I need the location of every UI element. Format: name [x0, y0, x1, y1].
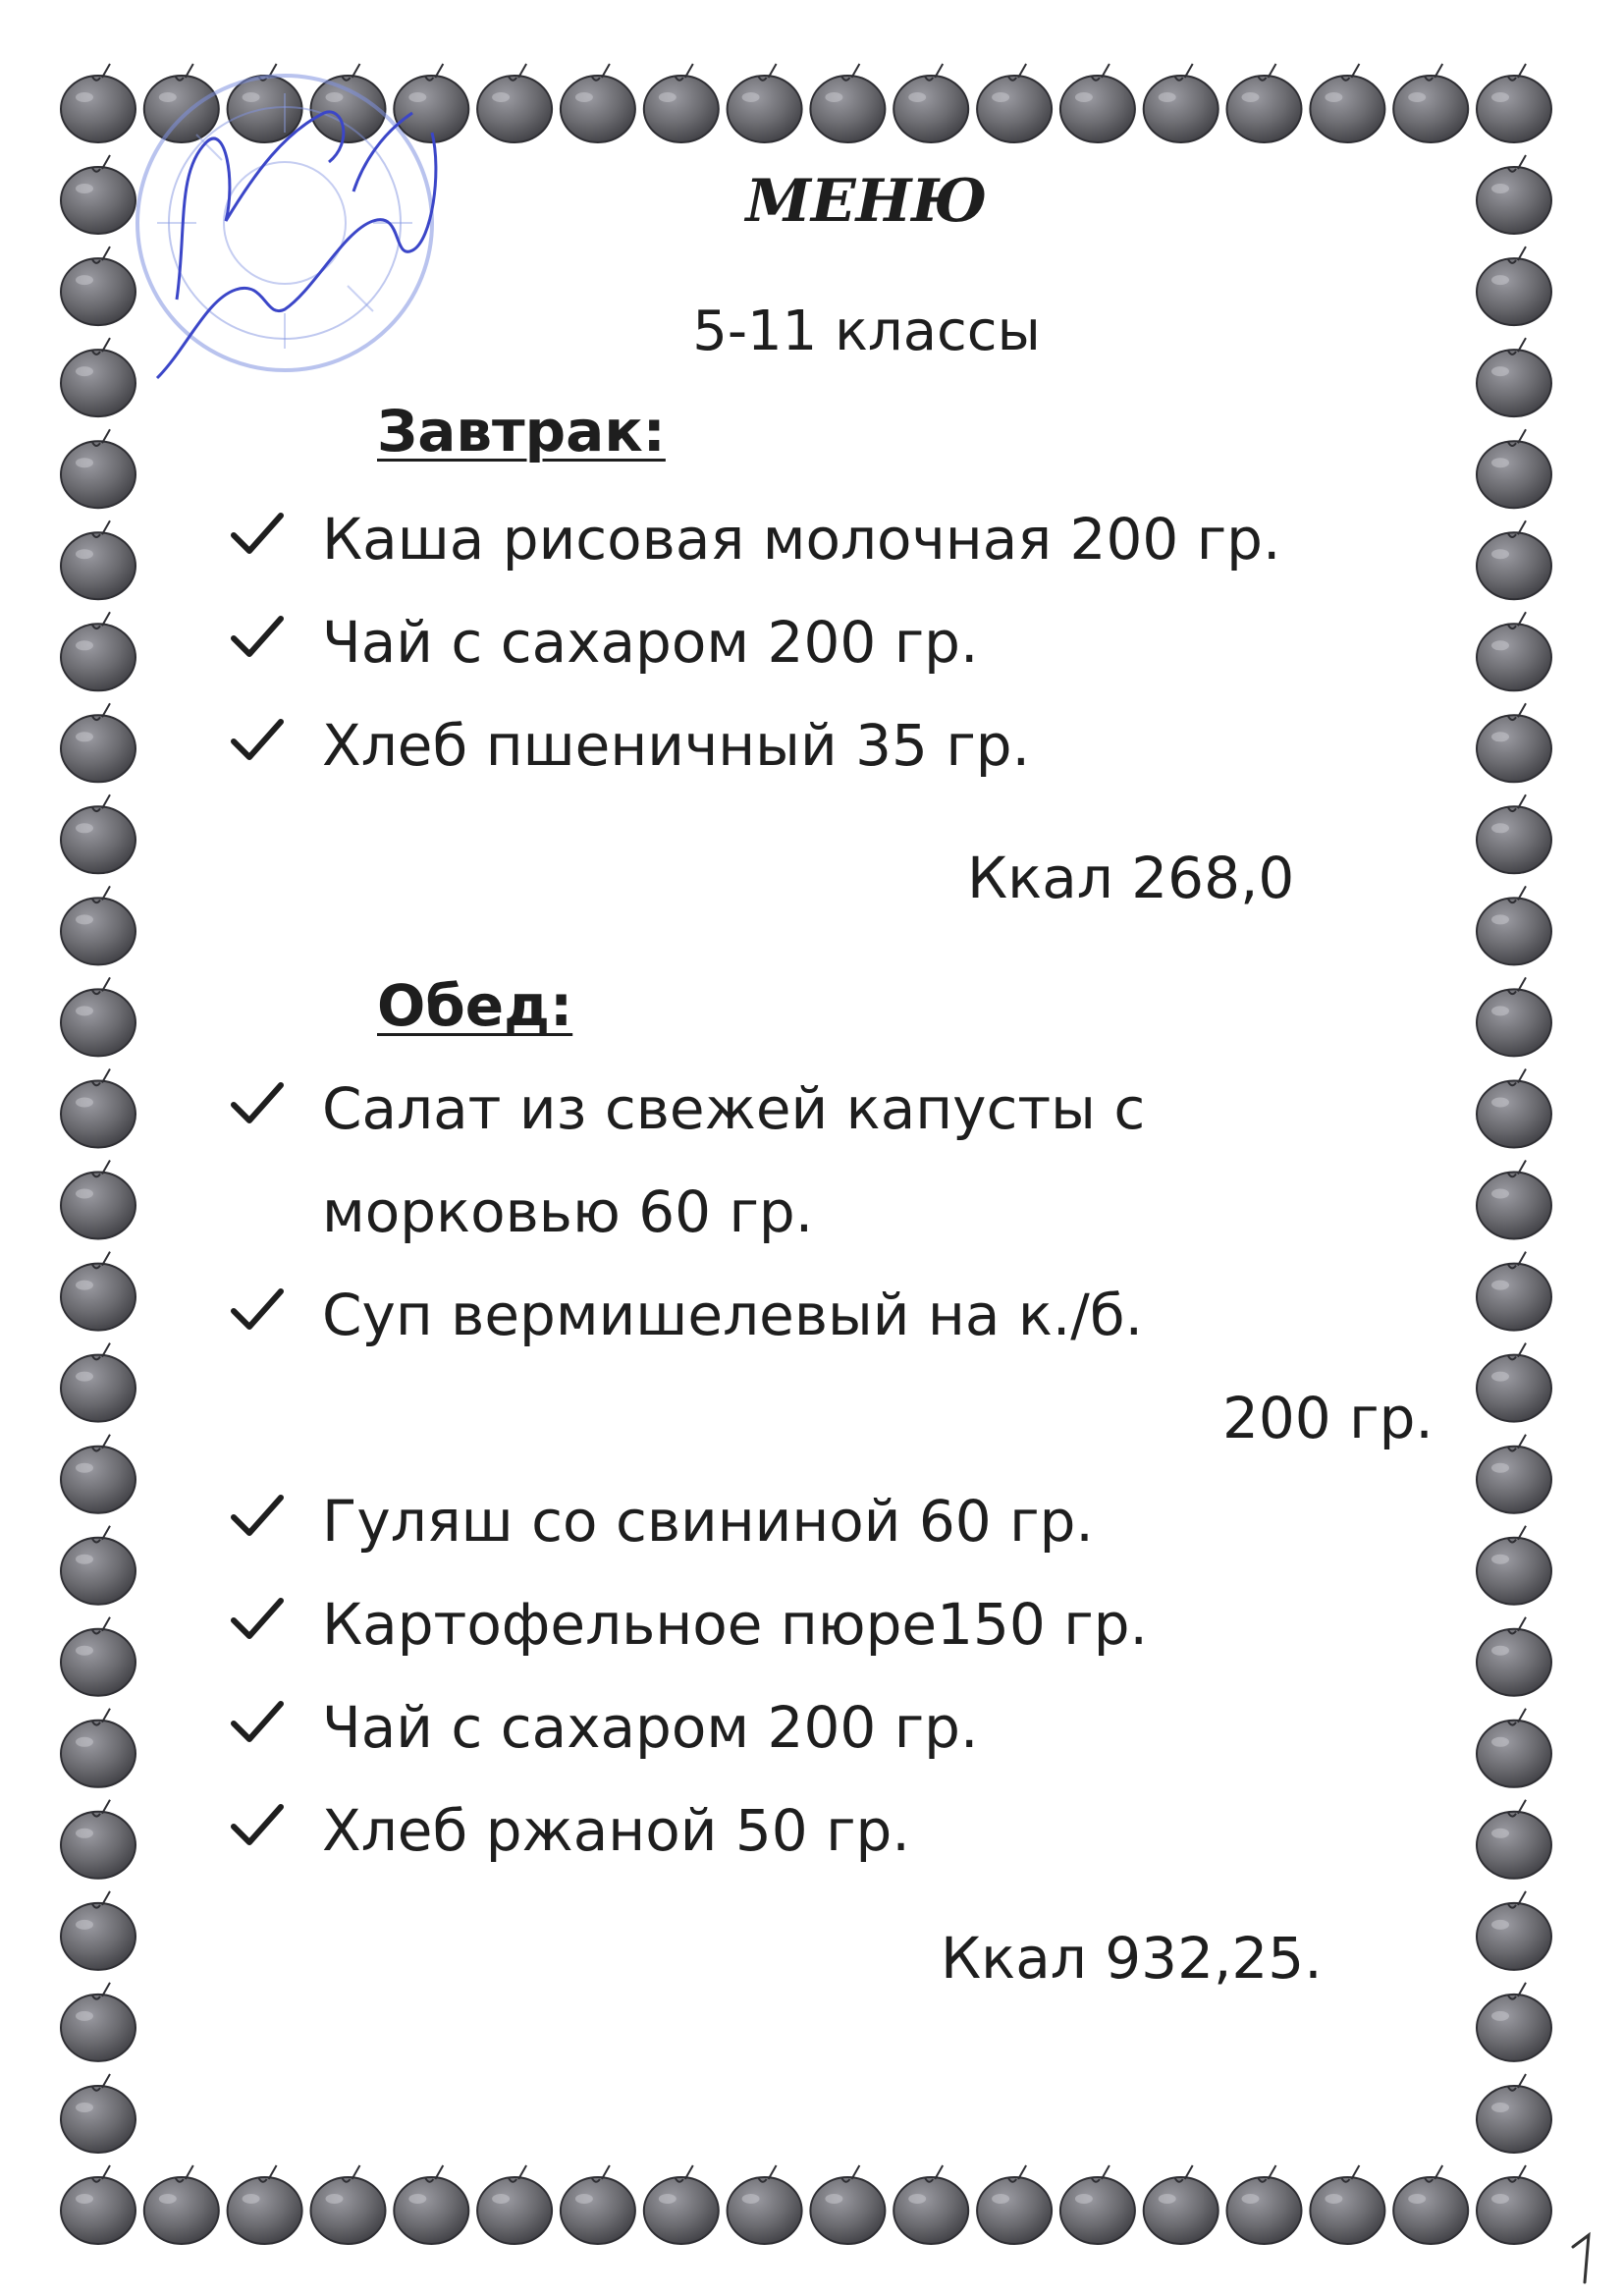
plum-icon	[61, 1252, 135, 1331]
plum-icon	[1310, 64, 1384, 142]
plum-icon	[61, 1069, 135, 1148]
plum-icon	[728, 2165, 802, 2244]
plum-icon	[1477, 1983, 1551, 2061]
plum-icon	[1477, 1709, 1551, 1787]
plum-icon	[61, 429, 135, 508]
lunch-item-continuation: 200 гр.	[1222, 1385, 1434, 1451]
breakfast-kcal: Ккал 268,0	[967, 845, 1295, 911]
checkmark-icon	[228, 1698, 287, 1747]
plum-icon	[1477, 1891, 1551, 1970]
plum-icon	[1477, 1800, 1551, 1879]
plum-icon	[1477, 2165, 1551, 2244]
plum-icon	[893, 64, 968, 142]
lunch-item-label: Хлеб ржаной 50 гр.	[322, 1797, 910, 1864]
plum-icon	[61, 703, 135, 782]
plum-icon	[228, 2165, 302, 2244]
plum-icon	[61, 1526, 135, 1605]
checkmark-icon	[228, 1801, 287, 1850]
plum-icon	[1477, 794, 1551, 873]
plum-icon	[1060, 2165, 1135, 2244]
plum-icon	[561, 2165, 635, 2244]
plum-icon	[61, 2165, 135, 2244]
lunch-kcal: Ккал 932,25.	[941, 1925, 1323, 1992]
checkmark-icon	[228, 1492, 287, 1541]
plum-icon	[1477, 703, 1551, 782]
plum-icon	[394, 2165, 468, 2244]
plum-icon	[61, 1343, 135, 1422]
breakfast-item-label: Чай с сахаром 200 гр.	[322, 609, 979, 676]
plum-icon	[61, 1161, 135, 1239]
lunch-item-label: Чай с сахаром 200 гр.	[322, 1694, 979, 1761]
checkmark-icon	[228, 510, 287, 559]
plum-icon	[644, 64, 719, 142]
plum-icon	[1393, 2165, 1468, 2244]
plum-icon	[1477, 1343, 1551, 1422]
plum-icon	[1477, 1526, 1551, 1605]
plum-icon	[1477, 520, 1551, 599]
plum-icon	[1477, 429, 1551, 508]
breakfast-item-label: Каша рисовая молочная 200 гр.	[322, 506, 1281, 573]
plum-icon	[1310, 2165, 1384, 2244]
checkmark-icon	[228, 1285, 287, 1335]
plum-icon	[1477, 886, 1551, 964]
plum-icon	[1144, 2165, 1218, 2244]
plum-icon	[61, 1983, 135, 2061]
plum-icon	[561, 64, 635, 142]
checkmark-icon	[228, 613, 287, 662]
plum-icon	[61, 1617, 135, 1696]
plum-icon	[61, 520, 135, 599]
plum-icon	[144, 2165, 219, 2244]
plum-icon	[728, 64, 802, 142]
lunch-heading: Обед:	[377, 972, 573, 1039]
page-number	[1559, 2229, 1608, 2288]
plum-icon	[977, 64, 1052, 142]
plum-icon	[1060, 64, 1135, 142]
plum-icon	[1477, 977, 1551, 1056]
plum-icon	[311, 2165, 386, 2244]
plum-icon	[61, 1709, 135, 1787]
lunch-item-continuation: морковью 60 гр.	[322, 1178, 814, 1245]
lunch-item-label: Суп вермишелевый на к./б.	[322, 1282, 1144, 1348]
plum-icon	[1477, 1435, 1551, 1513]
plum-icon	[1227, 64, 1302, 142]
lunch-item-label: Гуляш со свининой 60 гр.	[322, 1488, 1094, 1555]
plum-icon	[1477, 64, 1551, 142]
plum-icon	[477, 2165, 552, 2244]
lunch-item-label: Картофельное пюре150 гр.	[322, 1591, 1148, 1658]
menu-title: МЕНЮ	[745, 167, 988, 236]
plum-icon	[1477, 612, 1551, 690]
plum-icon	[61, 794, 135, 873]
plum-icon	[477, 64, 552, 142]
grades-subtitle: 5-11 классы	[692, 300, 1041, 363]
plum-icon	[1227, 2165, 1302, 2244]
plum-icon	[1144, 64, 1218, 142]
plum-icon	[1393, 64, 1468, 142]
plum-icon	[61, 1435, 135, 1513]
plum-icon	[1477, 2074, 1551, 2153]
checkmark-icon	[228, 716, 287, 765]
checkmark-icon	[228, 1079, 287, 1128]
plum-icon	[61, 977, 135, 1056]
plum-icon	[977, 2165, 1052, 2244]
plum-icon	[61, 612, 135, 690]
breakfast-heading: Завтрак:	[377, 398, 666, 465]
plum-icon	[1477, 1617, 1551, 1696]
plum-icon	[1477, 1069, 1551, 1148]
plum-icon	[61, 2074, 135, 2153]
plum-icon	[61, 1800, 135, 1879]
plum-icon	[893, 2165, 968, 2244]
breakfast-item-label: Хлеб пшеничный 35 гр.	[322, 712, 1031, 779]
plum-icon	[1477, 1252, 1551, 1331]
plum-icon	[810, 2165, 885, 2244]
checkmark-icon	[228, 1595, 287, 1644]
plum-icon	[1477, 1161, 1551, 1239]
lunch-item-label: Салат из свежей капусты с	[322, 1075, 1146, 1142]
plum-icon	[644, 2165, 719, 2244]
plum-icon	[810, 64, 885, 142]
plum-icon	[61, 1891, 135, 1970]
plum-icon	[61, 886, 135, 964]
